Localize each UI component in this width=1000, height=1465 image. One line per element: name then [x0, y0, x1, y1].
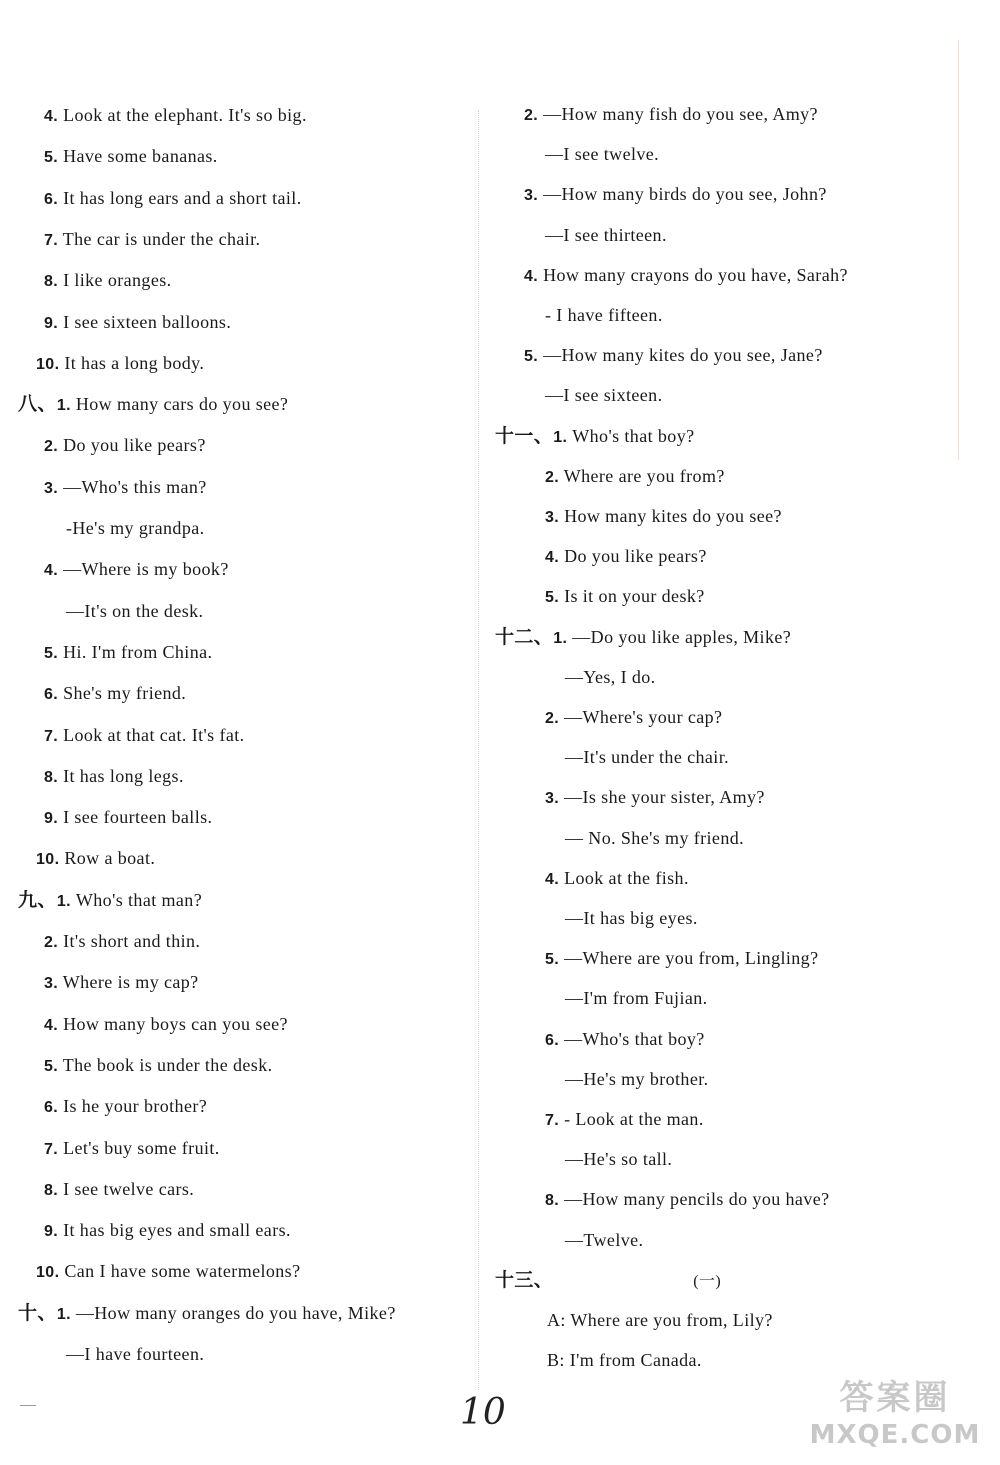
item-number: 2. — [44, 438, 59, 456]
answer-line — [545, 1188, 830, 1212]
answer-line — [44, 1095, 207, 1119]
answer-text: (一) — [693, 1272, 722, 1290]
answer-line — [545, 465, 725, 489]
answer-line — [495, 425, 694, 449]
answer-text: —How many pencils do you have? — [564, 1189, 830, 1210]
item-number: 5. — [545, 951, 560, 969]
answer-line — [44, 1054, 273, 1078]
answer-text: Is it on your desk? — [564, 586, 705, 607]
item-number: 4. — [44, 1016, 59, 1034]
item-number: 2. — [545, 710, 560, 727]
margin-mark — [20, 1405, 36, 1406]
answer-text: —Where's your cap? — [564, 707, 723, 727]
answer-text: Where is my cap? — [62, 972, 199, 993]
answer-line — [44, 1178, 194, 1202]
answer-text: —Who's this man? — [63, 476, 207, 497]
answer-text: Row a boat. — [64, 848, 156, 869]
answer-text: She's my friend. — [63, 683, 187, 704]
item-number: 5. — [524, 348, 539, 366]
answer-text: A: Where are you from, Lily? — [547, 1310, 773, 1330]
answer-text: —I see sixteen. — [545, 385, 663, 406]
answer-line — [44, 228, 260, 252]
answer-text: I see twelve cars. — [63, 1178, 195, 1199]
answer-text: Do you like pears? — [63, 435, 206, 456]
answer-text: How many boys can you see? — [63, 1013, 288, 1034]
item-number: 5. — [44, 644, 59, 662]
answer-text: Is he your brother? — [63, 1096, 208, 1117]
watermark-url: MXQE.COM — [809, 1420, 981, 1450]
answer-text: —It's on the desk. — [66, 600, 204, 621]
answer-line — [565, 1148, 672, 1170]
answer-text: Hi. I'm from China. — [63, 641, 213, 662]
item-number: 3. — [524, 187, 539, 205]
answer-line — [545, 786, 765, 810]
answer-line — [44, 1137, 220, 1161]
answer-text: - I have fifteen. — [545, 305, 663, 325]
answer-text: It has big eyes and small ears. — [63, 1220, 291, 1241]
answer-text: —I see thirteen. — [545, 224, 667, 245]
answer-line — [565, 666, 656, 688]
answer-line — [18, 393, 288, 417]
answer-line — [545, 143, 659, 165]
answer-line — [44, 724, 245, 748]
answer-line — [545, 545, 707, 569]
item-number: 9. — [44, 314, 59, 332]
item-number: 2. — [44, 934, 59, 951]
answer-line — [565, 907, 698, 929]
answer-line — [545, 1028, 705, 1052]
answer-line — [36, 847, 155, 871]
answer-line — [565, 1229, 643, 1251]
item-number: 2. — [524, 107, 539, 124]
answer-text: I like oranges. — [63, 270, 172, 291]
answer-line — [545, 384, 662, 406]
answer-text: —Is she your sister, Amy? — [564, 787, 765, 808]
answer-text: How many crayons do you have, Sarah? — [543, 264, 848, 285]
answer-line — [36, 352, 204, 376]
answer-text: —Do you like apples, Mike? — [572, 626, 792, 647]
item-number: 1. — [553, 629, 568, 647]
item-number: 8. — [44, 768, 59, 786]
answer-line — [66, 517, 205, 539]
page-number: 10 — [460, 1392, 506, 1433]
answer-line — [44, 1013, 288, 1037]
answer-line — [44, 558, 229, 582]
item-number: 3. — [545, 509, 560, 526]
answer-text: —Where are you from, Lingling? — [564, 948, 819, 969]
answer-line — [565, 987, 708, 1009]
answer-line — [524, 264, 848, 288]
watermark — [795, 1378, 995, 1462]
answer-line — [495, 626, 791, 650]
item-number: 4. — [44, 108, 59, 125]
section-label: 九、 — [18, 888, 57, 911]
answer-text: —He's my brother. — [565, 1068, 709, 1089]
answer-line — [565, 827, 744, 849]
item-number: 8. — [44, 273, 59, 291]
item-number: 5. — [545, 589, 560, 607]
answer-line — [545, 585, 705, 609]
answer-text: —Twelve. — [565, 1229, 644, 1250]
item-number: 2. — [545, 468, 560, 486]
answer-text: How many kites do you see? — [564, 506, 782, 526]
answer-line — [44, 311, 231, 335]
item-number: 10. — [36, 851, 60, 869]
answer-line — [44, 806, 212, 830]
answer-text: —I'm from Fujian. — [565, 988, 708, 1009]
item-number: 3. — [44, 975, 59, 993]
answer-text: —Where is my book? — [63, 559, 229, 580]
item-number: 10. — [36, 355, 60, 373]
answer-text: The book is under the desk. — [62, 1054, 273, 1075]
item-number: 3. — [545, 790, 560, 808]
answer-text: Look at the fish. — [564, 867, 689, 888]
section-label: 八、 — [18, 393, 57, 416]
answer-text: —I have fourteen. — [66, 1344, 205, 1364]
answer-line — [545, 224, 667, 246]
answer-text: I see sixteen balloons. — [63, 311, 232, 332]
answer-line — [44, 476, 207, 500]
answer-text: —It's under the chair. — [565, 747, 729, 768]
answer-text: Have some bananas. — [63, 146, 218, 167]
item-number: 4. — [545, 549, 560, 567]
item-number: 1. — [553, 428, 568, 446]
answer-text: Where are you from? — [563, 465, 725, 486]
answer-line — [44, 145, 218, 169]
item-number: 5. — [44, 149, 59, 167]
item-number: 8. — [545, 1192, 560, 1210]
answer-text: —I see twelve. — [545, 144, 660, 165]
answer-text: It's short and thin. — [63, 931, 201, 951]
answer-line — [524, 103, 818, 127]
item-number: 9. — [44, 810, 59, 828]
item-number: 7. — [545, 1112, 560, 1129]
answer-line — [524, 183, 827, 207]
answer-line — [495, 1269, 721, 1293]
item-number: 8. — [44, 1181, 59, 1199]
answer-text: —Yes, I do. — [565, 666, 656, 687]
answer-text: Look at the elephant. It's so big. — [63, 105, 307, 125]
answer-line — [44, 682, 186, 706]
answer-text: It has long legs. — [63, 765, 184, 786]
answer-text: Who's that man? — [75, 889, 203, 910]
answer-line — [18, 1302, 396, 1326]
item-number: 6. — [44, 190, 59, 208]
answer-line — [565, 746, 729, 768]
answer-text: —How many kites do you see, Jane? — [543, 345, 823, 366]
item-number: 4. — [44, 562, 59, 580]
item-number: 1. — [56, 1305, 71, 1323]
section-label: 十三、 — [495, 1268, 554, 1291]
answer-text: —How many oranges do you have, Mike? — [75, 1302, 396, 1323]
item-number: 7. — [44, 231, 59, 249]
answer-line — [44, 434, 206, 458]
answer-line — [547, 1349, 702, 1371]
item-number: 6. — [44, 686, 59, 704]
item-number: 4. — [545, 870, 560, 888]
item-number: 4. — [524, 267, 539, 285]
answer-text: It has a long body. — [64, 352, 205, 373]
section-label: 十、 — [18, 1301, 57, 1324]
answer-text: Can I have some watermelons? — [64, 1261, 301, 1282]
item-number: 7. — [44, 1140, 59, 1158]
answer-text: Do you like pears? — [564, 546, 707, 567]
item-number: 9. — [44, 1223, 59, 1241]
answer-line — [44, 187, 302, 211]
page-edge-line — [958, 40, 959, 460]
answer-line — [44, 765, 184, 789]
answer-line — [44, 104, 307, 128]
column-divider — [478, 110, 479, 1390]
answer-line — [66, 600, 203, 622]
answer-text: —He's so tall. — [565, 1149, 673, 1170]
answer-line — [44, 269, 172, 293]
answer-line — [524, 344, 823, 368]
answer-text: —It has big eyes. — [565, 908, 698, 928]
item-number: 5. — [44, 1057, 59, 1075]
answer-line — [565, 1068, 709, 1090]
answer-line — [18, 889, 202, 913]
item-number: 3. — [44, 479, 59, 497]
answer-line — [44, 641, 212, 665]
answer-text: The car is under the chair. — [62, 228, 261, 249]
item-number: 1. — [56, 397, 71, 415]
item-number: 10. — [36, 1264, 60, 1282]
answer-line — [44, 971, 199, 995]
answer-text: —How many birds do you see, John? — [543, 184, 827, 205]
answer-text: I see fourteen balls. — [63, 807, 213, 828]
answer-line — [44, 1219, 291, 1243]
answer-text: It has long ears and a short tail. — [63, 187, 302, 208]
answer-line — [545, 867, 689, 891]
answer-text: Let's buy some fruit. — [63, 1137, 220, 1158]
answer-line — [545, 505, 782, 529]
section-label: 十一、 — [495, 424, 554, 447]
item-number: 1. — [56, 892, 71, 910]
answer-line — [547, 1309, 773, 1331]
item-number: 6. — [545, 1031, 560, 1049]
answer-line — [36, 1260, 300, 1284]
answer-text: B: I'm from Canada. — [547, 1350, 702, 1371]
answer-text: - Look at the man. — [564, 1109, 704, 1129]
item-number: 7. — [44, 727, 59, 745]
answer-line — [545, 304, 663, 326]
answer-line — [545, 706, 722, 730]
answer-text: Who's that boy? — [572, 425, 695, 446]
answer-text: —How many fish do you see, Amy? — [543, 104, 818, 124]
answer-line — [545, 1108, 704, 1132]
answer-text: -He's my grandpa. — [66, 518, 205, 538]
answer-text: Look at that cat. It's fat. — [63, 724, 245, 745]
answer-text: How many cars do you see? — [75, 394, 289, 415]
answer-text: — No. She's my friend. — [565, 827, 745, 848]
section-label: 十二、 — [495, 625, 554, 648]
answer-line — [44, 930, 200, 954]
answer-line — [545, 947, 818, 971]
watermark-logo-text: 答案圈 — [839, 1378, 951, 1418]
answer-text: —Who's that boy? — [564, 1028, 705, 1049]
answer-line — [66, 1343, 204, 1365]
item-number: 6. — [44, 1099, 59, 1117]
